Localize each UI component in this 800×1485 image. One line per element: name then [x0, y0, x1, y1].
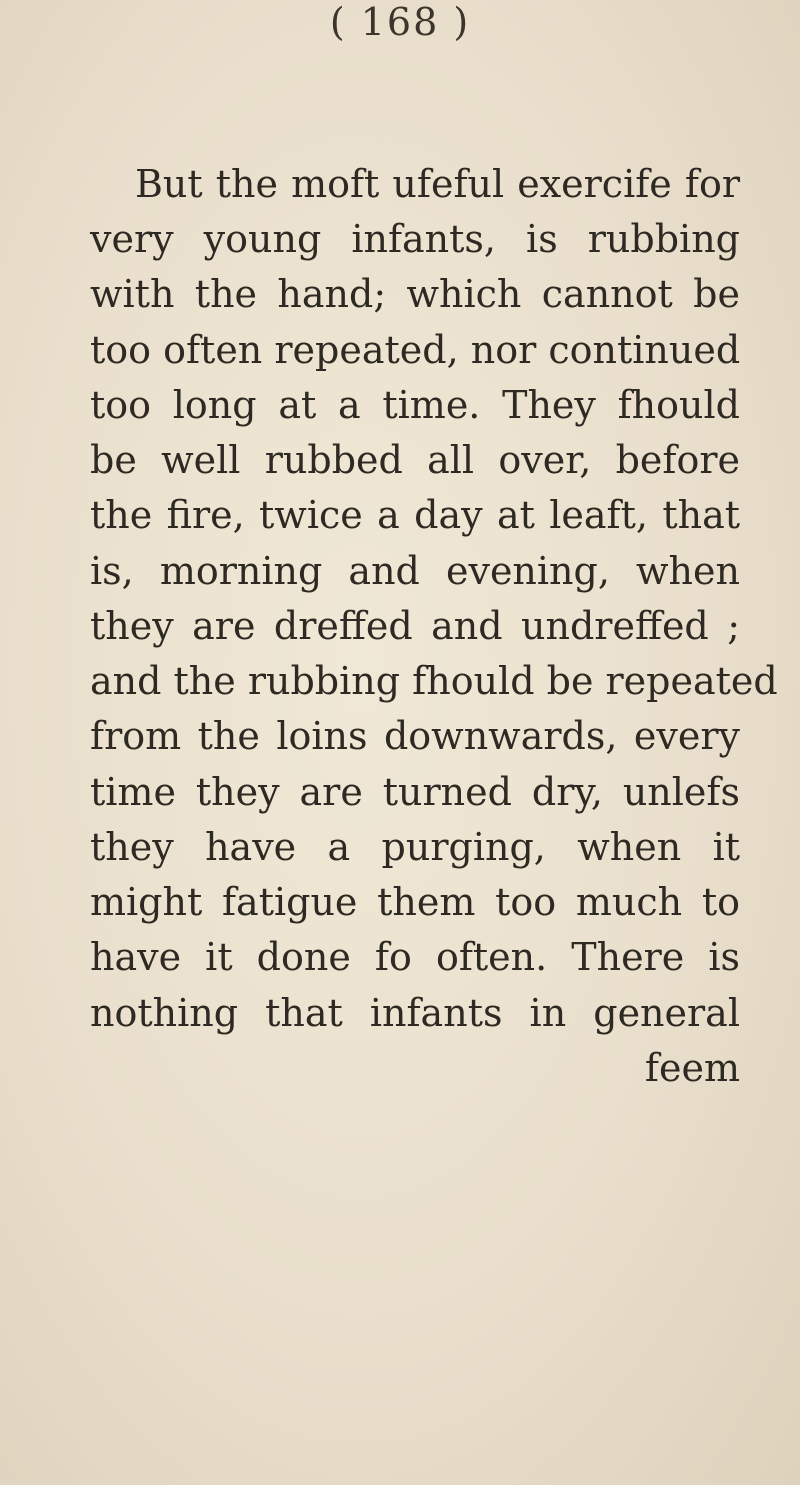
text-line: the fire, twice a day at leaft, that	[90, 493, 740, 537]
text-line: time they are turned dry, unlefs	[90, 770, 740, 814]
text-line: nothing that infants in general	[90, 991, 740, 1035]
text-line: But the moft ufeful exercife for	[135, 162, 740, 206]
text-line: they are dreffed and undreffed ;	[90, 604, 740, 648]
text-line: they have a purging, when it	[90, 825, 740, 869]
text-line: too long at a time. They fhould	[90, 383, 740, 427]
text-line: might fatigue them too much to	[90, 880, 740, 924]
text-line: very young infants, is rubbing	[90, 217, 740, 261]
text-line: and the rubbing fhould be repeated	[90, 659, 778, 703]
page-number: ( 168 )	[329, 0, 471, 44]
text-line: from the loins downwards, every	[90, 714, 740, 758]
text-line: is, morning and evening, when	[90, 549, 740, 593]
text-line: be well rubbed all over, before	[90, 438, 740, 482]
text-line: too often repeated, nor continued	[90, 328, 741, 372]
catchword: feem	[644, 1046, 740, 1090]
text-line: with the hand; which cannot be	[90, 272, 740, 316]
text-line: have it done fo often. There is	[90, 935, 740, 979]
